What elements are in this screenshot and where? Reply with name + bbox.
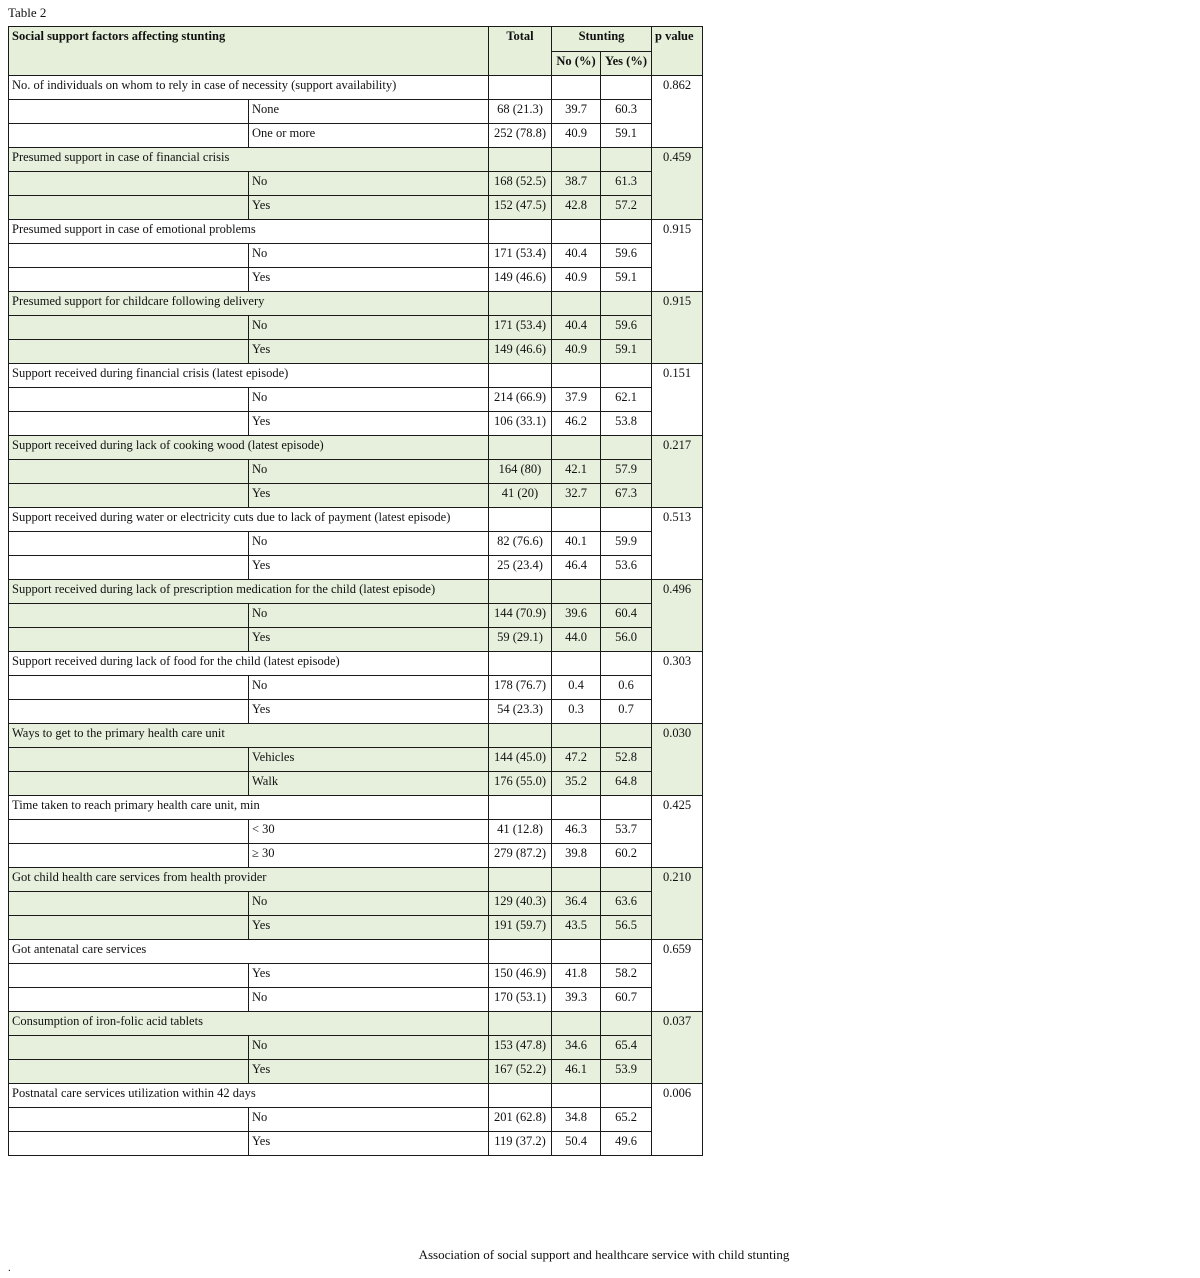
total-value: 119 (37.2) <box>489 1132 552 1156</box>
total-value: 59 (29.1) <box>489 628 552 652</box>
table-row <box>9 964 703 988</box>
p-value: 0.496 <box>652 580 703 652</box>
total-value: 144 (45.0) <box>489 748 552 772</box>
empty-total-cell <box>489 436 552 460</box>
empty-yes-cell <box>601 148 652 172</box>
stunting-yes-percent: 67.3 <box>601 484 652 508</box>
stunting-no-percent: 40.9 <box>552 124 601 148</box>
empty-no-cell <box>552 940 601 964</box>
table-number-label: Table 2 <box>8 5 47 20</box>
factor-label: Ways to get to the primary health care unit <box>9 724 489 748</box>
blank-indent-cell <box>9 460 249 484</box>
blank-indent-cell <box>9 556 249 580</box>
factor-group-row <box>9 364 703 388</box>
subcategory-label: No <box>249 172 489 196</box>
table-row <box>9 268 703 292</box>
empty-total-cell <box>489 148 552 172</box>
p-value: 0.006 <box>652 1084 703 1156</box>
stunting-no-percent: 39.7 <box>552 100 601 124</box>
subcategory-label: No <box>249 604 489 628</box>
subcategory-label: No <box>249 532 489 556</box>
table-row <box>9 988 703 1012</box>
subcategory-label: Yes <box>249 964 489 988</box>
stunting-no-percent: 46.3 <box>552 820 601 844</box>
table-row <box>9 532 703 556</box>
stunting-yes-percent: 57.2 <box>601 196 652 220</box>
header-stunting-yes: Yes (%) <box>601 51 652 76</box>
stunting-yes-percent: 63.6 <box>601 892 652 916</box>
p-value: 0.030 <box>652 724 703 796</box>
factor-group-row <box>9 724 703 748</box>
subcategory-label: One or more <box>249 124 489 148</box>
subcategory-label: No <box>249 388 489 412</box>
table-row <box>9 244 703 268</box>
table-row <box>9 316 703 340</box>
empty-yes-cell <box>601 364 652 388</box>
subcategory-label: Yes <box>249 1132 489 1156</box>
empty-yes-cell <box>601 76 652 100</box>
total-value: 201 (62.8) <box>489 1108 552 1132</box>
stunting-no-percent: 44.0 <box>552 628 601 652</box>
blank-indent-cell <box>9 628 249 652</box>
stunting-no-percent: 39.6 <box>552 604 601 628</box>
table-row <box>9 628 703 652</box>
factor-group-row <box>9 868 703 892</box>
empty-total-cell <box>489 292 552 316</box>
empty-total-cell <box>489 796 552 820</box>
stunting-no-percent: 46.2 <box>552 412 601 436</box>
stunting-yes-percent: 60.7 <box>601 988 652 1012</box>
stunting-no-percent: 32.7 <box>552 484 601 508</box>
total-value: 149 (46.6) <box>489 268 552 292</box>
factor-label: Support received during lack of prescription medication for the child (latest episode) <box>9 580 489 604</box>
factor-label: Time taken to reach primary health care unit, min <box>9 796 489 820</box>
subcategory-label: None <box>249 100 489 124</box>
stunting-no-percent: 40.9 <box>552 340 601 364</box>
stunting-yes-percent: 59.6 <box>601 244 652 268</box>
table-row <box>9 748 703 772</box>
subcategory-label: Vehicles <box>249 748 489 772</box>
stunting-no-percent: 39.3 <box>552 988 601 1012</box>
empty-total-cell <box>489 724 552 748</box>
table-row <box>9 604 703 628</box>
table-row <box>9 172 703 196</box>
subcategory-label: Yes <box>249 628 489 652</box>
blank-indent-cell <box>9 844 249 868</box>
stunting-yes-percent: 62.1 <box>601 388 652 412</box>
stunting-yes-percent: 65.2 <box>601 1108 652 1132</box>
empty-yes-cell <box>601 1084 652 1108</box>
blank-indent-cell <box>9 484 249 508</box>
table-row <box>9 1036 703 1060</box>
empty-no-cell <box>552 580 601 604</box>
total-value: 106 (33.1) <box>489 412 552 436</box>
table-row <box>9 100 703 124</box>
stunting-no-percent: 47.2 <box>552 748 601 772</box>
stunting-yes-percent: 65.4 <box>601 1036 652 1060</box>
blank-indent-cell <box>9 964 249 988</box>
stunting-yes-percent: 59.1 <box>601 268 652 292</box>
empty-no-cell <box>552 1012 601 1036</box>
table-row <box>9 1132 703 1156</box>
total-value: 171 (53.4) <box>489 316 552 340</box>
stunting-yes-percent: 61.3 <box>601 172 652 196</box>
footer-mark: . <box>8 1262 11 1274</box>
stunting-no-percent: 40.4 <box>552 316 601 340</box>
empty-total-cell <box>489 580 552 604</box>
stunting-yes-percent: 59.1 <box>601 124 652 148</box>
stunting-yes-percent: 0.6 <box>601 676 652 700</box>
blank-indent-cell <box>9 916 249 940</box>
subcategory-label: No <box>249 460 489 484</box>
subcategory-label: Yes <box>249 268 489 292</box>
stunting-yes-percent: 60.3 <box>601 100 652 124</box>
empty-total-cell <box>489 652 552 676</box>
stunting-yes-percent: 64.8 <box>601 772 652 796</box>
stunting-no-percent: 46.4 <box>552 556 601 580</box>
blank-indent-cell <box>9 700 249 724</box>
table-row <box>9 340 703 364</box>
total-value: 54 (23.3) <box>489 700 552 724</box>
p-value: 0.210 <box>652 868 703 940</box>
empty-yes-cell <box>601 940 652 964</box>
stunting-yes-percent: 56.5 <box>601 916 652 940</box>
blank-indent-cell <box>9 100 249 124</box>
blank-indent-cell <box>9 820 249 844</box>
table-row <box>9 820 703 844</box>
empty-yes-cell <box>601 580 652 604</box>
total-value: 149 (46.6) <box>489 340 552 364</box>
total-value: 170 (53.1) <box>489 988 552 1012</box>
factor-group-row <box>9 292 703 316</box>
stunting-yes-percent: 52.8 <box>601 748 652 772</box>
subcategory-label: No <box>249 988 489 1012</box>
subcategory-label: Yes <box>249 556 489 580</box>
blank-indent-cell <box>9 1036 249 1060</box>
stunting-yes-percent: 60.4 <box>601 604 652 628</box>
factor-label: Got antenatal care services <box>9 940 489 964</box>
blank-indent-cell <box>9 412 249 436</box>
p-value: 0.915 <box>652 292 703 364</box>
p-value: 0.915 <box>652 220 703 292</box>
p-value: 0.659 <box>652 940 703 1012</box>
table-row <box>9 772 703 796</box>
header-stunting: Stunting <box>552 27 652 52</box>
empty-total-cell <box>489 1084 552 1108</box>
total-value: 41 (20) <box>489 484 552 508</box>
subcategory-label: No <box>249 1036 489 1060</box>
factor-label: Support received during water or electricity cuts due to lack of payment (latest episode) <box>9 508 489 532</box>
stunting-yes-percent: 49.6 <box>601 1132 652 1156</box>
factor-label: Consumption of iron-folic acid tablets <box>9 1012 489 1036</box>
total-value: 171 (53.4) <box>489 244 552 268</box>
stunting-yes-percent: 0.7 <box>601 700 652 724</box>
empty-total-cell <box>489 1012 552 1036</box>
subcategory-label: No <box>249 1108 489 1132</box>
subcategory-label: ≥ 30 <box>249 844 489 868</box>
table-row <box>9 412 703 436</box>
blank-indent-cell <box>9 124 249 148</box>
table-caption-text: Association of social support and healthcare service with child stunting <box>418 1247 790 1262</box>
stunting-yes-percent: 59.6 <box>601 316 652 340</box>
header-total: Total <box>489 27 552 76</box>
subcategory-label: No <box>249 676 489 700</box>
total-value: 167 (52.2) <box>489 1060 552 1084</box>
empty-total-cell <box>489 220 552 244</box>
empty-no-cell <box>552 364 601 388</box>
subcategory-label: Yes <box>249 484 489 508</box>
subcategory-label: Yes <box>249 340 489 364</box>
blank-indent-cell <box>9 1132 249 1156</box>
blank-indent-cell <box>9 748 249 772</box>
p-value: 0.513 <box>652 508 703 580</box>
stunting-association-table <box>8 26 703 1156</box>
header-factor: Social support factors affecting stunting <box>9 27 489 76</box>
blank-indent-cell <box>9 388 249 412</box>
factor-group-row <box>9 940 703 964</box>
factor-group-row <box>9 220 703 244</box>
empty-total-cell <box>489 76 552 100</box>
total-value: 25 (23.4) <box>489 556 552 580</box>
empty-no-cell <box>552 868 601 892</box>
stunting-no-percent: 40.4 <box>552 244 601 268</box>
stunting-yes-percent: 56.0 <box>601 628 652 652</box>
empty-no-cell <box>552 148 601 172</box>
blank-indent-cell <box>9 316 249 340</box>
table-row <box>9 196 703 220</box>
stunting-no-percent: 40.1 <box>552 532 601 556</box>
stunting-no-percent: 0.4 <box>552 676 601 700</box>
table-row <box>9 676 703 700</box>
factor-group-row <box>9 796 703 820</box>
empty-no-cell <box>552 796 601 820</box>
empty-yes-cell <box>601 652 652 676</box>
stunting-no-percent: 37.9 <box>552 388 601 412</box>
factor-group-row <box>9 436 703 460</box>
total-value: 279 (87.2) <box>489 844 552 868</box>
empty-yes-cell <box>601 868 652 892</box>
factor-label: Presumed support for childcare following delivery <box>9 292 489 316</box>
table-row <box>9 700 703 724</box>
total-value: 82 (76.6) <box>489 532 552 556</box>
total-value: 191 (59.7) <box>489 916 552 940</box>
p-value: 0.151 <box>652 364 703 436</box>
empty-total-cell <box>489 868 552 892</box>
blank-indent-cell <box>9 1108 249 1132</box>
p-value: 0.425 <box>652 796 703 868</box>
empty-yes-cell <box>601 724 652 748</box>
blank-indent-cell <box>9 340 249 364</box>
subcategory-label: No <box>249 316 489 340</box>
empty-no-cell <box>552 724 601 748</box>
subcategory-label: No <box>249 244 489 268</box>
stunting-no-percent: 36.4 <box>552 892 601 916</box>
stunting-no-percent: 41.8 <box>552 964 601 988</box>
factor-group-row <box>9 76 703 100</box>
stunting-no-percent: 42.8 <box>552 196 601 220</box>
factor-group-row <box>9 652 703 676</box>
stunting-no-percent: 42.1 <box>552 460 601 484</box>
subcategory-label: Yes <box>249 700 489 724</box>
p-value: 0.459 <box>652 148 703 220</box>
total-value: 129 (40.3) <box>489 892 552 916</box>
table-row <box>9 844 703 868</box>
factor-label: Support received during lack of food for the child (latest episode) <box>9 652 489 676</box>
factor-label: Presumed support in case of emotional problems <box>9 220 489 244</box>
stunting-yes-percent: 53.7 <box>601 820 652 844</box>
stunting-yes-percent: 53.6 <box>601 556 652 580</box>
stunting-yes-percent: 53.8 <box>601 412 652 436</box>
subcategory-label: No <box>249 892 489 916</box>
stunting-no-percent: 40.9 <box>552 268 601 292</box>
header-stunting-no: No (%) <box>552 51 601 76</box>
factor-group-row <box>9 508 703 532</box>
blank-indent-cell <box>9 772 249 796</box>
total-value: 144 (70.9) <box>489 604 552 628</box>
empty-yes-cell <box>601 796 652 820</box>
factor-group-row <box>9 1012 703 1036</box>
empty-yes-cell <box>601 220 652 244</box>
factor-label: Support received during lack of cooking wood (latest episode) <box>9 436 489 460</box>
blank-indent-cell <box>9 532 249 556</box>
total-value: 68 (21.3) <box>489 100 552 124</box>
empty-total-cell <box>489 940 552 964</box>
factor-group-row <box>9 1084 703 1108</box>
p-value: 0.217 <box>652 436 703 508</box>
factor-label: Presumed support in case of financial crisis <box>9 148 489 172</box>
total-value: 152 (47.5) <box>489 196 552 220</box>
blank-indent-cell <box>9 196 249 220</box>
stunting-no-percent: 0.3 <box>552 700 601 724</box>
factor-label: Got child health care services from health provider <box>9 868 489 892</box>
stunting-no-percent: 35.2 <box>552 772 601 796</box>
table-caption <box>8 1247 1192 1263</box>
table-row <box>9 1108 703 1132</box>
blank-indent-cell <box>9 988 249 1012</box>
blank-indent-cell <box>9 244 249 268</box>
stunting-no-percent: 34.8 <box>552 1108 601 1132</box>
total-value: 214 (66.9) <box>489 388 552 412</box>
empty-no-cell <box>552 652 601 676</box>
total-value: 176 (55.0) <box>489 772 552 796</box>
table-row <box>9 556 703 580</box>
subcategory-label: Yes <box>249 1060 489 1084</box>
p-value: 0.862 <box>652 76 703 148</box>
blank-indent-cell <box>9 892 249 916</box>
empty-no-cell <box>552 292 601 316</box>
table-row <box>9 892 703 916</box>
subcategory-label: Yes <box>249 916 489 940</box>
total-value: 153 (47.8) <box>489 1036 552 1060</box>
empty-no-cell <box>552 220 601 244</box>
stunting-no-percent: 43.5 <box>552 916 601 940</box>
blank-indent-cell <box>9 268 249 292</box>
p-value: 0.303 <box>652 652 703 724</box>
table-header <box>9 27 703 76</box>
table-row <box>9 460 703 484</box>
subcategory-label: Yes <box>249 412 489 436</box>
empty-yes-cell <box>601 436 652 460</box>
empty-yes-cell <box>601 1012 652 1036</box>
stunting-yes-percent: 59.9 <box>601 532 652 556</box>
factor-group-row <box>9 148 703 172</box>
stunting-yes-percent: 57.9 <box>601 460 652 484</box>
stunting-yes-percent: 53.9 <box>601 1060 652 1084</box>
stunting-no-percent: 39.8 <box>552 844 601 868</box>
stunting-no-percent: 34.6 <box>552 1036 601 1060</box>
subcategory-label: Walk <box>249 772 489 796</box>
factor-label: Postnatal care services utilization within 42 days <box>9 1084 489 1108</box>
total-value: 252 (78.8) <box>489 124 552 148</box>
empty-no-cell <box>552 508 601 532</box>
blank-indent-cell <box>9 172 249 196</box>
total-value: 41 (12.8) <box>489 820 552 844</box>
stunting-yes-percent: 60.2 <box>601 844 652 868</box>
blank-indent-cell <box>9 676 249 700</box>
factor-label: Support received during financial crisis (latest episode) <box>9 364 489 388</box>
factor-label: No. of individuals on whom to rely in case of necessity (support availability) <box>9 76 489 100</box>
empty-total-cell <box>489 508 552 532</box>
empty-no-cell <box>552 1084 601 1108</box>
stunting-yes-percent: 58.2 <box>601 964 652 988</box>
table-row <box>9 388 703 412</box>
stunting-no-percent: 46.1 <box>552 1060 601 1084</box>
empty-no-cell <box>552 436 601 460</box>
blank-indent-cell <box>9 604 249 628</box>
stunting-yes-percent: 59.1 <box>601 340 652 364</box>
total-value: 178 (76.7) <box>489 676 552 700</box>
total-value: 168 (52.5) <box>489 172 552 196</box>
table-body <box>9 76 703 1156</box>
empty-yes-cell <box>601 292 652 316</box>
total-value: 164 (80) <box>489 460 552 484</box>
blank-indent-cell <box>9 1060 249 1084</box>
table-row <box>9 916 703 940</box>
table-row <box>9 124 703 148</box>
subcategory-label: < 30 <box>249 820 489 844</box>
factor-group-row <box>9 580 703 604</box>
table-row <box>9 484 703 508</box>
empty-yes-cell <box>601 508 652 532</box>
header-p-value: p value <box>652 27 703 76</box>
empty-no-cell <box>552 76 601 100</box>
empty-total-cell <box>489 364 552 388</box>
total-value: 150 (46.9) <box>489 964 552 988</box>
subcategory-label: Yes <box>249 196 489 220</box>
stunting-no-percent: 50.4 <box>552 1132 601 1156</box>
stunting-no-percent: 38.7 <box>552 172 601 196</box>
table-row <box>9 1060 703 1084</box>
p-value: 0.037 <box>652 1012 703 1084</box>
